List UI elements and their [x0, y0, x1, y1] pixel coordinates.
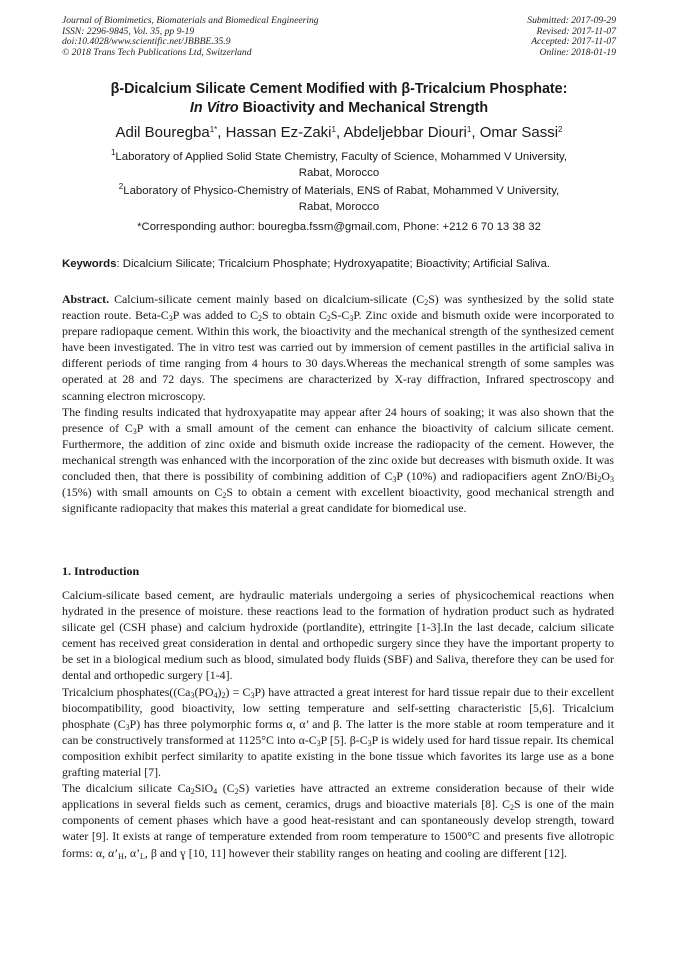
abstract-paragraph-2 [62, 404, 614, 517]
affiliation-line [70, 150, 608, 166]
author-separator: , [217, 124, 226, 141]
text-run: , β and ɣ [10, 11] however their stability ranges on heating and cooling are different [12]. [144, 845, 567, 860]
online-date: Online: 2018-01-19 [539, 46, 616, 58]
author-separator: , [335, 124, 344, 141]
subscript: 4 [213, 787, 218, 797]
text-run: S-C [330, 308, 350, 323]
text-run: O [601, 469, 610, 484]
subscript: 3 [367, 738, 372, 748]
subscript: 2 [424, 298, 429, 307]
title-line-1: β-Dicalcium Silicate Cement Modified with β-Tricalcium Phosphate: [110, 81, 568, 97]
paper-title [40, 80, 638, 118]
abstract-paragraph-1 [62, 291, 614, 404]
text-run: Tricalcium phosphates((Ca [62, 684, 191, 699]
revised-date: Revised: 2017-11-07 [536, 25, 616, 37]
keywords-label: Keywords [62, 258, 117, 270]
subscript: 2 [222, 491, 227, 501]
text-run: S to obtain C [262, 308, 327, 323]
keywords-text: : Dicalcium Silicate; Tricalcium Phosphate; Hydroxyapatite; Bioactivity; Artificial Saliva. [116, 258, 551, 270]
text-run: (15%) with small amounts on C [62, 485, 223, 500]
text-run: P was added to C [172, 308, 259, 323]
text-run: ) [217, 684, 222, 699]
affiliation-text: Laboratory of Applied Solid State Chemistry, Faculty of Science, Mohammed V University, [115, 151, 568, 163]
subscript: 2 [221, 690, 226, 700]
text-run: Calcium-silicate cement mainly based on dicalcium-silicate (C [109, 292, 425, 306]
text-run: P (10%) and radiopacifiers agent ZnO/Bi [396, 469, 598, 484]
submitted-date: Submitted: 2017-09-29 [527, 15, 616, 26]
author-list [40, 124, 638, 141]
subscript: 2 [326, 314, 331, 324]
author-separator: , [471, 124, 480, 141]
text-run: P with a small amount of the cement can enhance the bioactivity of calcium silicate cement. Furthermore, the addition of zinc oxide and bismuth oxide increase the radiopacity of the cement. However, the mechanical strength was enhanced with the incorporation of the zinc oxide but decreases with bismuth oxide. It was concluded then, that there is possibility of combining addition of C [62, 420, 614, 484]
affiliation-num: 2 [118, 182, 124, 191]
author-sup: 1* [209, 125, 218, 134]
text-run: P [5]. β-C [320, 732, 368, 747]
subscript: H [118, 851, 124, 861]
issn: ISSN: 2296-9845, Vol. 35, pp 9-19 [62, 25, 195, 37]
affiliation-2 [70, 184, 608, 215]
text-run: S is one of the main components of cement phases which have a good heat-resistant and can spontaneously develop strength, toward water [9]. It exists at range of temperature extended from room temperature to 1500°C and presents five allotropic forms: α, α’ [62, 797, 614, 860]
text-run: S) varieties have attracted an extreme consideration because of their wide applications in several fields such as cement, ceramics, drugs and bioactive materials [8]. C [62, 781, 614, 812]
title-line-2 [40, 99, 638, 118]
introduction [62, 587, 614, 861]
text-run: P) have attracted a great interest for hard tissue repair due to their excellent biocompatibility, good bioactivity, low setting temperature and self-setting characteristic [5,6]. Tricalcium phosphate (C [62, 684, 614, 731]
affiliation-num: 1 [110, 148, 116, 157]
affiliation-line [70, 184, 608, 200]
subscript: 3 [168, 314, 173, 324]
accepted-date: Accepted: 2017-11-07 [531, 36, 616, 48]
subscript: 2 [597, 475, 602, 485]
text-run: (C [217, 781, 235, 796]
corresponding-author: *Corresponding author: bouregba.fssm@gmail.com, Phone: +212 6 70 13 38 32 [137, 221, 541, 233]
text-run: ) = C [225, 684, 251, 699]
intro-paragraph-2 [62, 684, 614, 781]
author-name: Abdeljebbar Diouri [343, 124, 467, 141]
doi: doi:10.4028/www.scientific.net/JBBBE.35.9 [62, 36, 231, 48]
intro-paragraph-1: Calcium-silicate based cement, are hydraulic materials undergoing a series of physicochemical reactions when hydrated in the presence of moisture. these reactions lead to the formation of hydration product such as hydrated silicate gel (CSH phase) and calcium hydroxide (portlandite), ettringite [1-3].In the last decade, calcium silicate cement has received great consideration in dental and orthopedic surgery since they have the important property to be set in a biological medium such as blood, simulated body fluids (SBF) and Saliva, therefore they can be used for dental and orthopedic surgery [1-4]. [62, 588, 614, 683]
text-run: P) has three polymorphic forms α, α’ and β. The latter is the more stable at room temperature and it can be constructively transformed at 1125°C into α-C [62, 716, 614, 747]
text-run: S to obtain a cement with excellent bioactivity, good mechanical strength and significante radiopacity that makes this material a great candidate for biomedical use. [62, 485, 615, 516]
title-line-2-rest: Bioactivity and Mechanical Strength [238, 100, 489, 116]
affiliation-1 [70, 150, 608, 181]
keywords [62, 258, 616, 270]
text-run: The dicalcium silicate Ca [62, 781, 191, 796]
text-run: The finding results indicated that hydroxyapatite may appear after 24 hours of soaking; it was also shown that the presence of C [62, 404, 614, 435]
affiliation-text: Laboratory of Physico-Chemistry of Materials, ENS of Rabat, Mohammed V University, [123, 185, 560, 197]
text-run: S) was synthesized by the solid state reaction route. Beta-C [62, 292, 614, 323]
header-right [527, 16, 616, 58]
intro-paragraph-3 [62, 780, 614, 860]
affiliation-city: Rabat, Morocco [298, 166, 380, 179]
title-italic: In Vitro [189, 100, 239, 116]
journal-name: Journal of Biomimetics, Biomaterials and Biomedical Engineering [62, 15, 319, 26]
subscript: 2 [510, 803, 514, 813]
subscript: 3 [250, 690, 255, 700]
subscript: 3 [190, 690, 195, 700]
abstract [62, 291, 614, 516]
subscript: 3 [316, 738, 321, 748]
subscript: 2 [258, 314, 263, 324]
section-heading-introduction: 1. Introduction [62, 564, 140, 578]
text-run: P. Zinc oxide and bismuth oxide were incorporated to prepare radiopaque cement. Within this work, the bioactivity and the mechanical strength of the synthesized cement have been investigated. The in vitro test was carried out by immersion of cement pastilles in the artificial saliva in different periods of time ranging from 4 hours to 30 days.Whereas the mechanical strength of some samples was operated at 28 and 72 days. The specimens are characterized by X-ray diffraction, Infrared spectroscopy and scanning electron microscopy. [62, 308, 615, 403]
subscript: 2 [190, 787, 195, 797]
author-name: Adil Bouregba [115, 124, 210, 141]
subscript: 3 [609, 475, 614, 485]
header-left [62, 16, 319, 58]
subscript: 3 [392, 475, 397, 485]
subscript: 3 [125, 722, 130, 732]
subscript: 2 [234, 787, 239, 797]
text-run: SiO [194, 781, 214, 796]
author-sup: 1 [466, 125, 472, 134]
subscript: 4 [213, 690, 218, 700]
affiliation-city: Rabat, Morocco [298, 200, 380, 213]
author-name: Omar Sassi [479, 124, 559, 141]
author-name: Hassan Ez-Zaki [225, 124, 332, 141]
subscript: L [140, 851, 145, 861]
subscript: 3 [349, 314, 354, 324]
abstract-label: Abstract. [62, 292, 110, 306]
copyright: © 2018 Trans Tech Publications Ltd, Switzerland [62, 46, 252, 58]
author-sup: 1 [331, 125, 336, 134]
author-sup: 2 [558, 125, 563, 134]
text-run: P is widely used for hard tissue repair. Its chemical composition exhibit perfect similarity to apatite existing in the bone tissue which favorites its large use as a bone grafting material [7]. [62, 732, 614, 780]
text-run: (PO [194, 684, 214, 699]
subscript: 3 [132, 426, 137, 436]
text-run: , α’ [123, 845, 141, 860]
